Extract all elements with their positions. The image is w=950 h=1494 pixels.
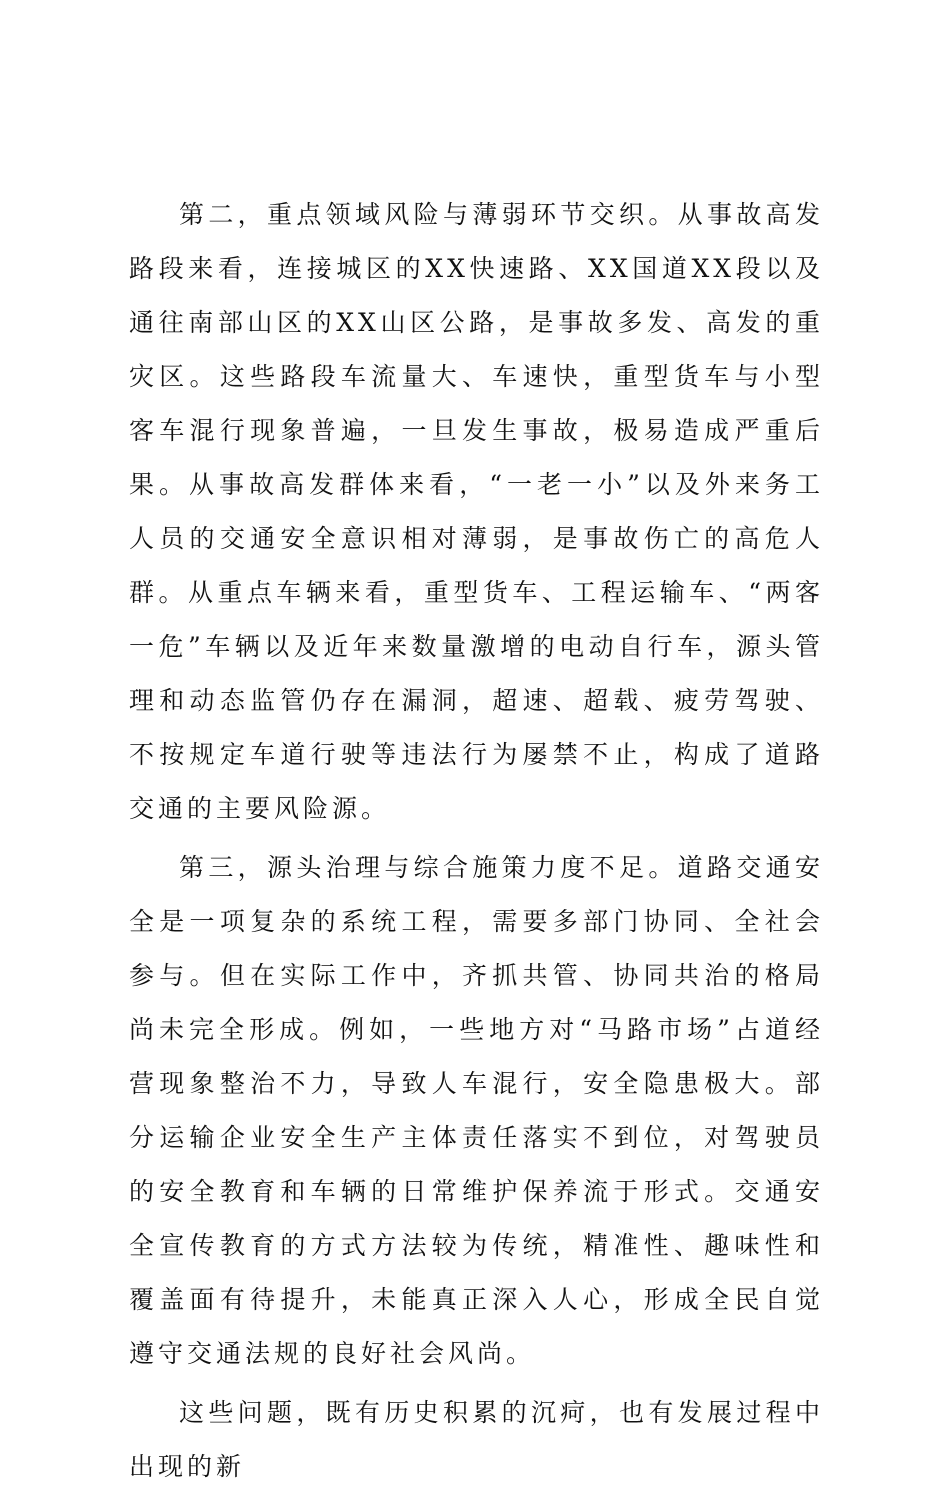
paragraph-second-point: 第二，重点领域风险与薄弱环节交织。从事故高发路段来看，连接城区的XX快速路、XX国道XX段以及通往南部山区的XX山区公路，是事故多发、高发的重灾区。这些路段车流量大、车速快，重型货车与小型客车混行现象普遍，一旦发生事故，极易造成严重后果。从事故高发群体来看，“一老一小”以及外来务工人员的交通安全意识相对薄弱，是事故伤亡的高危人群。从重点车辆来看，重型货车、工程运输车、“两客一危”车辆以及近年来数量激增的电动自行车，源头管理和动态监管仍存在漏洞，超速、超载、疲劳驾驶、不按规定车道行驶等违法行为屡禁不止，构成了道路交通的主要风险源。 <box>129 200 824 823</box>
document-body <box>129 188 824 1494</box>
paragraph-third-point: 第三，源头治理与综合施策力度不足。道路交通安全是一项复杂的系统工程，需要多部门协同、全社会参与。但在实际工作中，齐抓共管、协同共治的格局尚未完全形成。例如，一些地方对“马路市场”占道经营现象整治不力，导致人车混行，安全隐患极大。部分运输企业安全生产主体责任落实不到位，对驾驶员的安全教育和车辆的日常维护保养流于形式。交通安全宣传教育的方式方法较为传统，精准性、趣味性和覆盖面有待提升，未能真正深入人心，形成全民自觉遵守交通法规的良好社会风尚。 <box>129 853 824 1368</box>
paragraph-conclusion-start: 这些问题，既有历史积累的沉疴，也有发展过程中出现的新 <box>129 1398 824 1481</box>
